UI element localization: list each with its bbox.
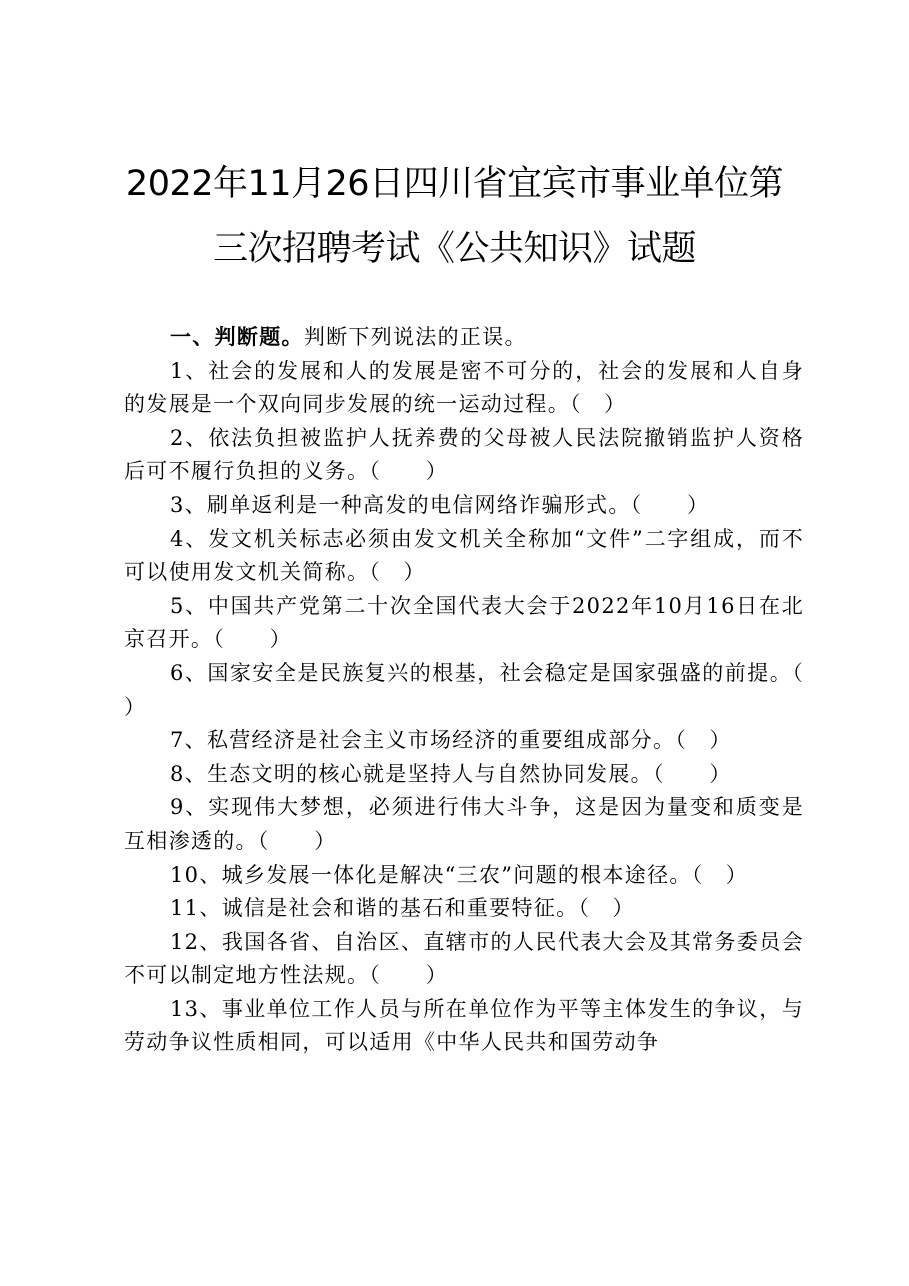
- question-10: 10、城乡发展一体化是解决“三农”问题的根本途径。（ ）: [170, 862, 749, 887]
- question-12: 12、我国各省、自治区、直辖市的人民代表大会及其常务委员会不可以制定地方性法规。（ ）: [124, 929, 804, 988]
- question-1: 1、社会的发展和人的发展是密不可分的，社会的发展和人自身的发展是一个双向同步发展的统一运动过程。（ ）: [124, 358, 804, 417]
- document-title-line-1: 2022年11月26日四川省宜宾市事业单位第: [125, 164, 784, 204]
- question-2: 2、依法负担被监护人抚养费的父母被人民法院撤销监护人资格后可不履行负担的义务。（ ）: [124, 425, 804, 484]
- question-4: 4、发文机关标志必须由发文机关全称加“文件”二字组成，而不可以使用发文机关简称。（ ）: [124, 526, 804, 585]
- document-title-line-2: 三次招聘考试《公共知识》试题: [212, 229, 696, 269]
- question-5: 5、中国共产党第二十次全国代表大会于2022年10月16日在北京召开。（ ）: [124, 593, 804, 652]
- document-body: [124, 321, 849, 1060]
- section-instruction: 判断下列说法的正误。: [303, 325, 527, 349]
- question-7: 7、私营经济是社会主义市场经济的重要组成部分。（ ）: [170, 728, 732, 753]
- question-11: 11、诚信是社会和谐的基石和重要特征。（ ）: [170, 896, 635, 921]
- section-heading: [124, 321, 804, 355]
- question-3: 3、刷单返利是一种高发的电信网络诈骗形式。（ ）: [170, 492, 710, 517]
- question-13: 13、事业单位工作人员与所在单位作为平等主体发生的争议，与劳动争议性质相同，可以适用《中华人民共和国劳动争: [124, 996, 804, 1055]
- question-9: 9、实现伟大梦想，必须进行伟大斗争，这是因为量变和质变是互相渗透的。（ ）: [124, 795, 804, 853]
- question-6: 6、国家安全是民族复兴的根基，社会稳定是国家强盛的前提。（ ）: [124, 660, 849, 719]
- section-label: 一、判断题。: [170, 325, 304, 349]
- question-8: 8、生态文明的核心就是坚持人与自然协同发展。（ ）: [170, 761, 732, 786]
